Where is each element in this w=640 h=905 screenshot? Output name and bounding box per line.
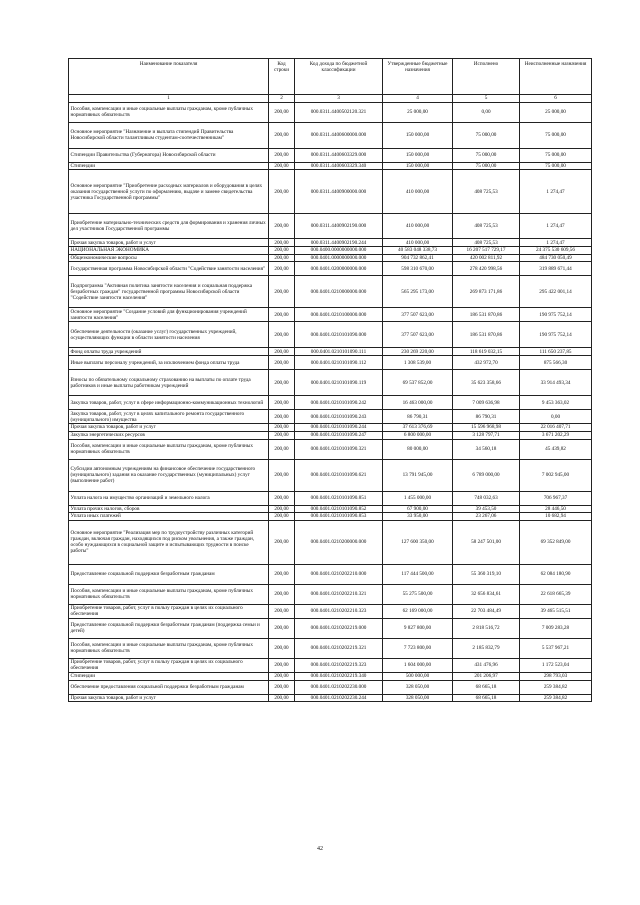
row-unexecuted: 62 084 180,90 bbox=[520, 564, 592, 584]
row-income-code: 000.0311.4400902190.000 bbox=[295, 214, 383, 239]
row-line-code: 200,00 bbox=[269, 247, 295, 255]
row-income-code: 000.0401.0210101090.000 bbox=[295, 322, 383, 348]
row-executed: 408 725,53 bbox=[453, 239, 520, 247]
row-unexecuted: 75 000,00 bbox=[520, 148, 592, 162]
row-name: Стипендии Правительства (Губернатора) Новосибирской области bbox=[69, 148, 269, 162]
row-unexecuted: 75 000,00 bbox=[520, 162, 592, 170]
row-approved: 565 295 173,00 bbox=[383, 276, 453, 308]
table-row bbox=[69, 584, 592, 604]
row-approved: 377 507 623,00 bbox=[383, 308, 453, 322]
table-row bbox=[69, 214, 592, 239]
row-name: Основное мероприятие "Реализация мер по трудоустройству различных категорий граждан, включая граждан, находящихся под риском увольнения, а также граждан, особо нуждающихся в социальной защите и испытывающих трудности в поиске работы" bbox=[69, 520, 269, 564]
row-approved: 230 269 220,00 bbox=[383, 348, 453, 356]
row-approved: 13 791 945,00 bbox=[383, 459, 453, 491]
row-unexecuted: 69 352 849,00 bbox=[520, 520, 592, 564]
row-unexecuted: 28 446,50 bbox=[520, 505, 592, 513]
row-unexecuted: 1 172 523,04 bbox=[520, 658, 592, 672]
row-unexecuted: 25 000,00 bbox=[520, 102, 592, 122]
row-unexecuted: 259 384,82 bbox=[520, 680, 592, 694]
row-line-code: 200,00 bbox=[269, 505, 295, 513]
row-approved: 55 275 500,00 bbox=[383, 584, 453, 604]
row-executed: 35 623 358,66 bbox=[453, 370, 520, 396]
row-name: Уплата налога на имущество организаций и земельного налога bbox=[69, 491, 269, 505]
row-name: Субсидии автономным учреждениям на финансовое обеспечение государственного (муниципального) задания на оказание государственных (муниципальных) услуг (выполнение работ) bbox=[69, 459, 269, 491]
row-line-code: 200,00 bbox=[269, 262, 295, 276]
row-executed: 75 000,00 bbox=[453, 148, 520, 162]
table-header-row bbox=[69, 59, 592, 95]
row-unexecuted: 484 730 050,49 bbox=[520, 254, 592, 262]
row-line-code: 200,00 bbox=[269, 214, 295, 239]
header-unexecuted: Неисполненные назначения bbox=[520, 59, 592, 95]
row-name: Обеспечение предоставления социальной поддержки безработным гражданам bbox=[69, 680, 269, 694]
row-income-code: 000.0311.4400603329.340 bbox=[295, 162, 383, 170]
row-executed: 23 267,06 bbox=[453, 513, 520, 521]
row-income-code: 000.0401.0210101090.853 bbox=[295, 513, 383, 521]
row-unexecuted: 259 384,82 bbox=[520, 694, 592, 702]
row-line-code: 200,00 bbox=[269, 658, 295, 672]
row-name: Основное мероприятие "Назначение и выплата стипендий Правительства Новосибирской области талантливым студентам-соотечественникам" bbox=[69, 122, 269, 148]
row-income-code: 000.0401.0210101090.112 bbox=[295, 356, 383, 370]
table-row bbox=[69, 424, 592, 432]
budget-report-sheet bbox=[68, 58, 591, 702]
row-approved: 150 000,00 bbox=[383, 162, 453, 170]
row-income-code: 000.0401.0210101090.321 bbox=[295, 439, 383, 459]
table-row bbox=[69, 491, 592, 505]
row-executed: 86 790,31 bbox=[453, 410, 520, 424]
row-unexecuted: 39 465 515,51 bbox=[520, 604, 592, 618]
row-name: Закупка энергетических ресурсов bbox=[69, 431, 269, 439]
row-approved: 127 600 350,00 bbox=[383, 520, 453, 564]
row-line-code: 200,00 bbox=[269, 356, 295, 370]
row-income-code: 000.0311.4400900000.000 bbox=[295, 170, 383, 214]
row-approved: 1 455 000,00 bbox=[383, 491, 453, 505]
row-executed: 186 531 870,86 bbox=[453, 308, 520, 322]
row-income-code: 000.0401.0210101090.247 bbox=[295, 431, 383, 439]
row-unexecuted: 295 422 001,14 bbox=[520, 276, 592, 308]
row-income-code: 000.0401.0210101090.621 bbox=[295, 459, 383, 491]
row-line-code: 200,00 bbox=[269, 308, 295, 322]
row-unexecuted: 111 650 237,85 bbox=[520, 348, 592, 356]
row-income-code: 000.0401.0210101090.852 bbox=[295, 505, 383, 513]
table-row bbox=[69, 162, 592, 170]
row-executed: 2 818 516,72 bbox=[453, 618, 520, 638]
table-row bbox=[69, 254, 592, 262]
row-unexecuted: 875 566,30 bbox=[520, 356, 592, 370]
row-name: Основное мероприятие "Создание условий для функционирования учреждений занятости населения" bbox=[69, 308, 269, 322]
table-row bbox=[69, 694, 592, 702]
row-executed: 408 725,53 bbox=[453, 170, 520, 214]
row-income-code: 000.0401.0210202230.000 bbox=[295, 680, 383, 694]
row-line-code: 200,00 bbox=[269, 694, 295, 702]
row-approved: 1 308 539,00 bbox=[383, 356, 453, 370]
header-line-code: Код строки bbox=[269, 59, 295, 95]
row-executed: 3 128 797,71 bbox=[453, 431, 520, 439]
row-income-code: 000.0401.0210202210.321 bbox=[295, 584, 383, 604]
row-approved: 9 827 800,00 bbox=[383, 618, 453, 638]
row-line-code: 200,00 bbox=[269, 520, 295, 564]
table-row bbox=[69, 564, 592, 584]
row-income-code: 000.0400.0000000000.000 bbox=[295, 247, 383, 255]
table-row bbox=[69, 356, 592, 370]
row-name: Подпрограмма "Активная политика занятости населения и социальная поддержка безработных граждан" государственной программы Новосибирской области "Содействие занятости населения" bbox=[69, 276, 269, 308]
row-unexecuted: 1 274,47 bbox=[520, 170, 592, 214]
table-row bbox=[69, 348, 592, 356]
table-row bbox=[69, 604, 592, 618]
row-line-code: 200,00 bbox=[269, 122, 295, 148]
row-name: Общеэкономические вопросы bbox=[69, 254, 269, 262]
row-line-code: 200,00 bbox=[269, 424, 295, 432]
column-number: 1 bbox=[69, 95, 269, 103]
row-name: Прочая закупка товаров, работ и услуг bbox=[69, 424, 269, 432]
row-unexecuted: 190 975 752,14 bbox=[520, 308, 592, 322]
row-name: Обеспечение деятельности (оказание услуг) государственных учреждений, осуществляющих функции в области занятости населения bbox=[69, 322, 269, 348]
column-number: 4 bbox=[383, 95, 453, 103]
row-name: Предоставление социальной поддержки безработным гражданам bbox=[69, 564, 269, 584]
row-income-code: 000.0401.0210202219.000 bbox=[295, 618, 383, 638]
row-line-code: 200,00 bbox=[269, 491, 295, 505]
row-line-code: 200,00 bbox=[269, 102, 295, 122]
row-executed: 269 873 171,86 bbox=[453, 276, 520, 308]
row-income-code: 000.0311.4400603329.000 bbox=[295, 148, 383, 162]
row-line-code: 200,00 bbox=[269, 170, 295, 214]
column-number: 2 bbox=[269, 95, 295, 103]
row-income-code: 000.0401.0210202219.340 bbox=[295, 672, 383, 680]
row-approved: 904 732 862,41 bbox=[383, 254, 453, 262]
row-name: Стипендии bbox=[69, 672, 269, 680]
row-income-code: 000.0311.4400502120.321 bbox=[295, 102, 383, 122]
row-name: Государственная программа Новосибирской области "Содействие занятости населения" bbox=[69, 262, 269, 276]
row-executed: 0,00 bbox=[453, 102, 520, 122]
table-row bbox=[69, 513, 592, 521]
table-row bbox=[69, 170, 592, 214]
row-approved: 328 050,00 bbox=[383, 680, 453, 694]
row-executed: 432 972,70 bbox=[453, 356, 520, 370]
row-executed: 420 002 811,92 bbox=[453, 254, 520, 262]
table-row bbox=[69, 370, 592, 396]
row-name: Пособия, компенсации и иные социальные выплаты гражданам, кроме публичных нормативных обязательств bbox=[69, 102, 269, 122]
table-row bbox=[69, 618, 592, 638]
row-approved: 67 900,00 bbox=[383, 505, 453, 513]
row-unexecuted: 75 000,00 bbox=[520, 122, 592, 148]
budget-execution-table bbox=[68, 58, 592, 702]
row-income-code: 000.0401.0210101090.243 bbox=[295, 410, 383, 424]
row-executed: 6 789 000,00 bbox=[453, 459, 520, 491]
row-income-code: 000.0311.4400902190.244 bbox=[295, 239, 383, 247]
row-line-code: 200,00 bbox=[269, 162, 295, 170]
row-approved: 25 000,00 bbox=[383, 102, 453, 122]
row-unexecuted: 706 967,37 bbox=[520, 491, 592, 505]
table-row bbox=[69, 431, 592, 439]
row-executed: 68 665,18 bbox=[453, 680, 520, 694]
row-executed: 278 420 998,56 bbox=[453, 262, 520, 276]
row-name: Закупка товаров, работ, услуг в целях капитального ремонта государственного (муниципального) имущества bbox=[69, 410, 269, 424]
row-line-code: 200,00 bbox=[269, 276, 295, 308]
row-unexecuted: 45 439,82 bbox=[520, 439, 592, 459]
row-name: Взносы по обязательному социальному страхованию на выплаты по оплате труда работников и иные выплаты работникам учреждений bbox=[69, 370, 269, 396]
row-income-code: 000.0401.0210202230.244 bbox=[295, 694, 383, 702]
row-name: Уплата прочих налогов, сборов bbox=[69, 505, 269, 513]
row-line-code: 200,00 bbox=[269, 322, 295, 348]
row-name: Уплата иных платежей bbox=[69, 513, 269, 521]
row-unexecuted: 7 002 945,00 bbox=[520, 459, 592, 491]
row-approved: 69 537 852,00 bbox=[383, 370, 453, 396]
row-name: Прочая закупка товаров, работ и услуг bbox=[69, 239, 269, 247]
row-line-code: 200,00 bbox=[269, 584, 295, 604]
table-row bbox=[69, 638, 592, 658]
row-executed: 118 619 032,15 bbox=[453, 348, 520, 356]
header-income-code: Код дохода по бюджетной классификации bbox=[295, 59, 383, 95]
row-approved: 40 583 048 338,73 bbox=[383, 247, 453, 255]
row-income-code: 000.0401.0210000000.000 bbox=[295, 276, 383, 308]
row-line-code: 200,00 bbox=[269, 680, 295, 694]
table-row bbox=[69, 672, 592, 680]
row-approved: 16 463 000,00 bbox=[383, 396, 453, 410]
row-unexecuted: 24 375 530 609,56 bbox=[520, 247, 592, 255]
row-line-code: 200,00 bbox=[269, 672, 295, 680]
row-line-code: 200,00 bbox=[269, 618, 295, 638]
row-approved: 62 169 000,00 bbox=[383, 604, 453, 618]
row-name: Приобретение материально-технических средств для формирования и хранения личных дел участников Государственной программы bbox=[69, 214, 269, 239]
row-approved: 37 613 376,69 bbox=[383, 424, 453, 432]
row-executed: 431 476,96 bbox=[453, 658, 520, 672]
table-row bbox=[69, 459, 592, 491]
row-income-code: 000.0401.0210100000.000 bbox=[295, 308, 383, 322]
row-line-code: 200,00 bbox=[269, 239, 295, 247]
row-executed: 16 207 517 729,17 bbox=[453, 247, 520, 255]
table-row bbox=[69, 239, 592, 247]
row-unexecuted: 22 618 665,39 bbox=[520, 584, 592, 604]
row-name: Пособия, компенсации и иные социальные выплаты гражданам, кроме публичных нормативных обязательств bbox=[69, 439, 269, 459]
row-income-code: 000.0401.0210202210.323 bbox=[295, 604, 383, 618]
row-line-code: 200,00 bbox=[269, 459, 295, 491]
table-row bbox=[69, 410, 592, 424]
table-row bbox=[69, 322, 592, 348]
table-row bbox=[69, 308, 592, 322]
row-approved: 410 000,00 bbox=[383, 170, 453, 214]
row-unexecuted: 0,00 bbox=[520, 410, 592, 424]
row-approved: 7 723 800,00 bbox=[383, 638, 453, 658]
row-unexecuted: 9 453 363,02 bbox=[520, 396, 592, 410]
row-approved: 598 310 670,00 bbox=[383, 262, 453, 276]
row-approved: 500 000,00 bbox=[383, 672, 453, 680]
row-income-code: 000.0401.0210202219.321 bbox=[295, 638, 383, 658]
table-row bbox=[69, 658, 592, 672]
row-line-code: 200,00 bbox=[269, 564, 295, 584]
row-executed: 75 000,00 bbox=[453, 122, 520, 148]
row-income-code: 000.0401.0000000000.000 bbox=[295, 254, 383, 262]
row-line-code: 200,00 bbox=[269, 396, 295, 410]
table-body bbox=[69, 102, 592, 702]
row-approved: 33 950,00 bbox=[383, 513, 453, 521]
row-unexecuted: 33 914 493,34 bbox=[520, 370, 592, 396]
table-row bbox=[69, 276, 592, 308]
row-unexecuted: 3 671 202,29 bbox=[520, 431, 592, 439]
row-income-code: 000.0401.0210101090.111 bbox=[295, 348, 383, 356]
row-unexecuted: 10 682,94 bbox=[520, 513, 592, 521]
row-executed: 408 725,53 bbox=[453, 214, 520, 239]
row-unexecuted: 1 274,47 bbox=[520, 239, 592, 247]
row-executed: 32 656 834,61 bbox=[453, 584, 520, 604]
row-executed: 39 453,50 bbox=[453, 505, 520, 513]
row-approved: 117 444 500,00 bbox=[383, 564, 453, 584]
row-income-code: 000.0401.0210101090.119 bbox=[295, 370, 383, 396]
row-unexecuted: 7 009 283,28 bbox=[520, 618, 592, 638]
row-approved: 377 507 623,00 bbox=[383, 322, 453, 348]
row-line-code: 200,00 bbox=[269, 604, 295, 618]
column-numbers-row bbox=[69, 95, 592, 103]
row-approved: 1 604 000,00 bbox=[383, 658, 453, 672]
row-name: Пособия, компенсации и иные социальные выплаты гражданам, кроме публичных нормативных обязательств bbox=[69, 584, 269, 604]
row-name: Иные выплаты персоналу учреждений, за исключением фонда оплаты труда bbox=[69, 356, 269, 370]
row-line-code: 200,00 bbox=[269, 439, 295, 459]
row-approved: 86 790,31 bbox=[383, 410, 453, 424]
row-executed: 55 360 319,10 bbox=[453, 564, 520, 584]
row-line-code: 200,00 bbox=[269, 348, 295, 356]
row-income-code: 000.0401.0210101090.242 bbox=[295, 396, 383, 410]
row-executed: 15 596 968,98 bbox=[453, 424, 520, 432]
table-row bbox=[69, 396, 592, 410]
row-name: Фонд оплаты труда учреждений bbox=[69, 348, 269, 356]
row-executed: 7 009 636,98 bbox=[453, 396, 520, 410]
row-executed: 68 665,18 bbox=[453, 694, 520, 702]
row-name: Прочая закупка товаров, работ и услуг bbox=[69, 694, 269, 702]
row-approved: 150 000,00 bbox=[383, 148, 453, 162]
row-unexecuted: 319 889 671,44 bbox=[520, 262, 592, 276]
row-approved: 6 800 000,00 bbox=[383, 431, 453, 439]
row-income-code: 000.0311.4400600000.000 bbox=[295, 122, 383, 148]
row-line-code: 200,00 bbox=[269, 410, 295, 424]
row-name: Предоставление социальной поддержки безработным гражданам (поддержка семьи и детей) bbox=[69, 618, 269, 638]
row-executed: 34 560,18 bbox=[453, 439, 520, 459]
header-executed: Исполнено bbox=[453, 59, 520, 95]
row-approved: 150 000,00 bbox=[383, 122, 453, 148]
row-name: Приобретение товаров, работ, услуг в пользу граждан в целях их социального обеспечения bbox=[69, 658, 269, 672]
row-executed: 58 247 501,00 bbox=[453, 520, 520, 564]
row-unexecuted: 190 975 752,14 bbox=[520, 322, 592, 348]
row-unexecuted: 298 793,03 bbox=[520, 672, 592, 680]
column-number: 3 bbox=[295, 95, 383, 103]
table-row bbox=[69, 505, 592, 513]
page-number: 42 bbox=[317, 846, 323, 852]
row-approved: 410 000,00 bbox=[383, 214, 453, 239]
row-name: НАЦИОНАЛЬНАЯ ЭКОНОМИКА bbox=[69, 247, 269, 255]
table-row bbox=[69, 520, 592, 564]
row-name: Приобретение товаров, работ, услуг в пользу граждан в целях их социального обеспечения bbox=[69, 604, 269, 618]
row-name: Стипендии bbox=[69, 162, 269, 170]
row-unexecuted: 1 274,47 bbox=[520, 214, 592, 239]
row-line-code: 200,00 bbox=[269, 431, 295, 439]
row-income-code: 000.0401.0200000000.000 bbox=[295, 262, 383, 276]
row-executed: 748 032,63 bbox=[453, 491, 520, 505]
row-income-code: 000.0401.0210200000.000 bbox=[295, 520, 383, 564]
row-income-code: 000.0401.0210101090.244 bbox=[295, 424, 383, 432]
row-income-code: 000.0401.0210202210.000 bbox=[295, 564, 383, 584]
row-executed: 22 703 484,49 bbox=[453, 604, 520, 618]
row-executed: 186 531 870,86 bbox=[453, 322, 520, 348]
row-name: Закупка товаров, работ, услуг в сфере информационно-коммуникационных технологий bbox=[69, 396, 269, 410]
row-executed: 2 185 832,79 bbox=[453, 638, 520, 658]
row-unexecuted: 22 016 407,71 bbox=[520, 424, 592, 432]
row-income-code: 000.0401.0210101090.851 bbox=[295, 491, 383, 505]
table-row bbox=[69, 148, 592, 162]
row-line-code: 200,00 bbox=[269, 513, 295, 521]
row-executed: 201 206,97 bbox=[453, 672, 520, 680]
row-executed: 75 000,00 bbox=[453, 162, 520, 170]
table-row bbox=[69, 122, 592, 148]
row-approved: 80 000,00 bbox=[383, 439, 453, 459]
table-row bbox=[69, 680, 592, 694]
table-row bbox=[69, 262, 592, 276]
row-line-code: 200,00 bbox=[269, 254, 295, 262]
row-name: Основное мероприятие "Приобретение расходных материалов и оборудования в целях оказания государственной услуги по оформлению, выдаче и замене свидетельства участника Государственной программы" bbox=[69, 170, 269, 214]
header-approved: Утвержденные бюджетные назначения bbox=[383, 59, 453, 95]
row-line-code: 200,00 bbox=[269, 370, 295, 396]
table-row bbox=[69, 102, 592, 122]
row-line-code: 200,00 bbox=[269, 148, 295, 162]
column-number: 5 bbox=[453, 95, 520, 103]
row-line-code: 200,00 bbox=[269, 638, 295, 658]
row-income-code: 000.0401.0210202219.323 bbox=[295, 658, 383, 672]
row-approved: 328 050,00 bbox=[383, 694, 453, 702]
row-approved: 410 000,00 bbox=[383, 239, 453, 247]
row-name: Пособия, компенсации и иные социальные выплаты гражданам, кроме публичных нормативных обязательств bbox=[69, 638, 269, 658]
header-name: Наименование показателя bbox=[69, 59, 269, 95]
table-row bbox=[69, 247, 592, 255]
row-unexecuted: 5 537 967,21 bbox=[520, 638, 592, 658]
column-number: 6 bbox=[520, 95, 592, 103]
table-row bbox=[69, 439, 592, 459]
